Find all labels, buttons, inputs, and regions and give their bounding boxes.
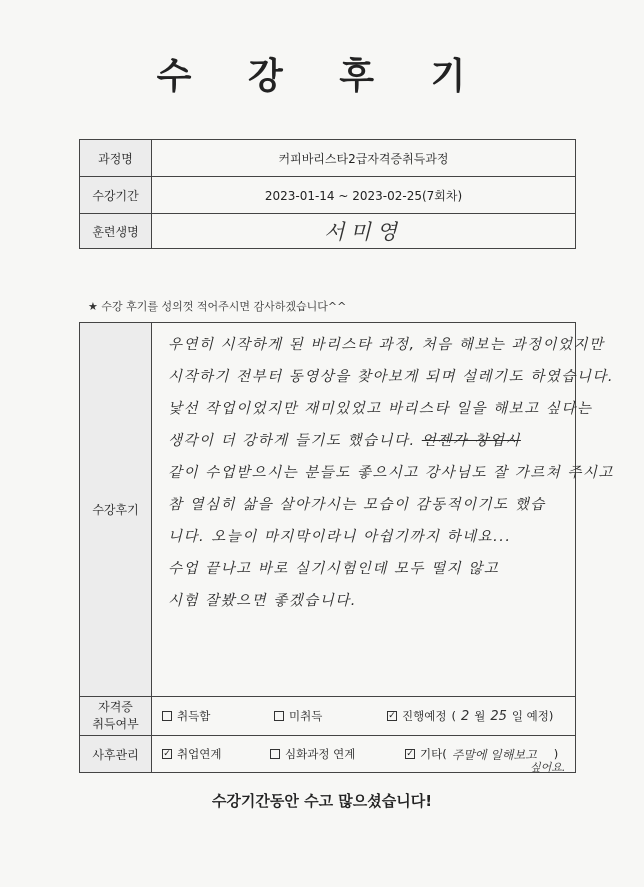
schedule-day-unit: 일 예정)	[511, 709, 554, 723]
review-line-4-text: 생각이 더 강하게 들기도 했습니다.	[168, 433, 416, 449]
course-label: 과정명	[80, 140, 152, 177]
management-label: 사후관리	[80, 736, 152, 773]
schedule-month-unit: 월	[474, 709, 486, 723]
option-job-link[interactable]	[162, 746, 270, 762]
instruction-note: ★ 수강 후기를 성의껏 적어주시면 감사하겠습니다^^	[88, 300, 347, 313]
course-value: 커피바리스타2급자격증취득과정	[152, 140, 576, 177]
management-options	[152, 736, 576, 773]
option-advanced-course-label: 심화과정 연계	[285, 747, 356, 761]
course-row	[80, 140, 576, 177]
period-label: 수강기간	[80, 177, 152, 214]
course-info-table	[79, 139, 576, 249]
schedule-open: (	[451, 709, 456, 723]
checkbox-acquired[interactable]	[162, 711, 172, 721]
option-advanced-course[interactable]	[270, 746, 405, 762]
certification-options	[152, 697, 576, 736]
option-scheduled[interactable]	[387, 708, 553, 724]
struck-text: 언젠가 창업시	[421, 433, 521, 449]
certification-row	[80, 697, 576, 736]
closing-message: 수강기간동안 수고 많으셨습니다!	[211, 792, 433, 810]
checkbox-other[interactable]: ✓	[406, 749, 414, 759]
checkbox-advanced-course[interactable]	[270, 749, 280, 759]
other-handwritten-1: 주말에 일해보고	[451, 747, 537, 762]
review-line-3: 낯선 작업이었지만 재미있었고 바리스타 일을 해보고 싶다는	[168, 401, 593, 417]
student-name-handwritten: 서미영	[324, 220, 403, 244]
certification-label	[80, 697, 152, 736]
other-close: )	[553, 747, 559, 761]
student-value	[152, 214, 576, 249]
management-row	[80, 736, 576, 773]
review-label: 수강후기	[80, 323, 152, 697]
review-line-5: 같이 수업받으시는 분들도 좋으시고 강사님도 잘 가르쳐 주시고	[168, 465, 614, 481]
option-job-link-label: 취업연계	[177, 747, 222, 761]
review-line-6: 참 열심히 삶을 살아가시는 모습이 감동적이기도 했습	[168, 497, 546, 513]
certification-label-line1: 자격증	[98, 700, 133, 714]
review-text-area	[152, 323, 614, 697]
checkbox-job-link[interactable]: ✓	[163, 749, 171, 759]
schedule-month: 2	[460, 708, 470, 724]
student-row	[80, 214, 576, 249]
period-value: 2023-01-14 ~ 2023-02-25(7회차)	[152, 177, 576, 214]
review-line-8: 수업 끝나고 바로 실기시험인데 모두 떨지 않고	[168, 561, 500, 577]
checkbox-not-acquired[interactable]	[274, 711, 284, 721]
review-line-4	[168, 425, 571, 457]
review-line-2: 시작하기 전부터 동영상을 찾아보게 되며 설레기도 하였습니다.	[168, 369, 614, 385]
period-row	[80, 177, 576, 214]
option-other-label: 기타(	[420, 747, 447, 761]
other-handwritten-2: 싶어요.	[530, 761, 566, 774]
schedule-day: 25	[490, 708, 507, 724]
option-scheduled-label: 진행예정	[402, 709, 447, 723]
option-acquired-label: 취득함	[177, 709, 211, 723]
checkbox-scheduled[interactable]: ✓	[388, 711, 396, 721]
review-row	[80, 323, 576, 697]
review-table	[79, 322, 614, 774]
option-acquired[interactable]	[162, 708, 274, 724]
page-title: 수 강 후 기	[156, 56, 488, 97]
review-line-7: 니다. 오늘이 마지막이라니 아쉽기까지 하네요...	[168, 529, 512, 545]
option-not-acquired[interactable]	[274, 708, 387, 724]
review-line-1: 우연히 시작하게 된 바리스타 과정, 처음 해보는 과정이었지만	[168, 337, 605, 353]
option-not-acquired-label: 미취득	[289, 709, 323, 723]
certification-label-line2: 취득여부	[92, 717, 139, 731]
student-label: 훈련생명	[80, 214, 152, 249]
review-line-9: 시험 잘봤으면 좋겠습니다.	[168, 593, 357, 609]
review-lines	[152, 323, 614, 617]
